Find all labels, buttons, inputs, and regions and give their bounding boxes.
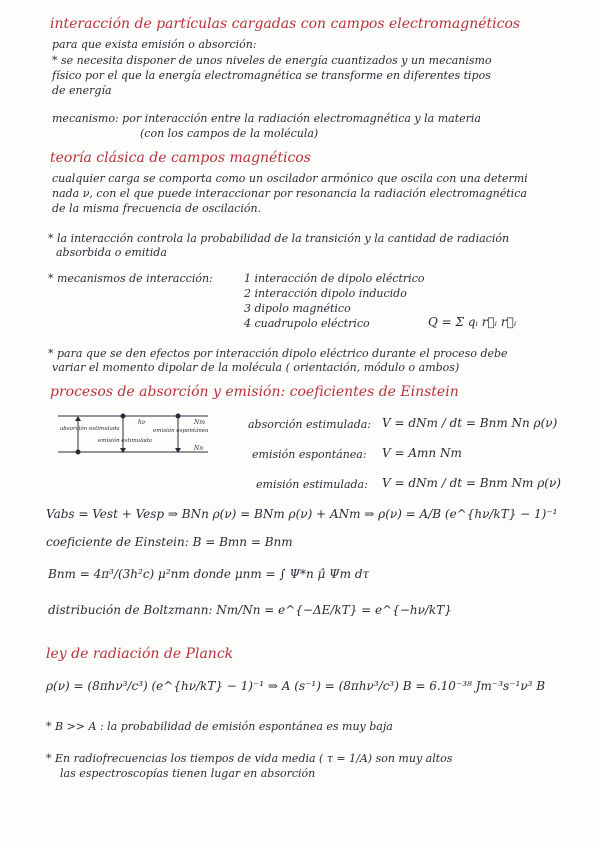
intro-text: para que exista emisión o absorción:	[52, 38, 257, 51]
rf-note-2: las espectroscopías tienen lugar en absorción	[60, 767, 316, 780]
diagram-emision-esp-label: emisión espontánea	[153, 428, 209, 434]
mecanismo-item: 1 interacción de dipolo eléctrico	[244, 272, 425, 285]
esp-label: emisión espontánea:	[252, 448, 367, 461]
esp-eq: V = Amn Nm	[382, 446, 462, 460]
interaccion-1: * la interacción controla la probabilidad de la transición y la cantidad de radiación	[48, 232, 510, 245]
diagram-nm-label: Nm	[194, 419, 205, 426]
diagram-absorcion-label: absorción estimulada	[60, 426, 120, 432]
efectos-2: variar el momento dipolar de la molécula ( orientación, módulo o ambos)	[52, 361, 460, 374]
bullet-niveles-2: físico por el que la energía electromagnética se transforme en diferentes tipos	[52, 69, 491, 82]
title-planck: ley de radiación de Planck	[46, 646, 234, 662]
est-label: emisión estimulada:	[256, 478, 368, 491]
energy-level-diagram	[58, 412, 218, 457]
diagram-hv-label: hν	[138, 419, 146, 426]
title-procesos: procesos de absorción y emisión: coeficientes de Einstein	[50, 384, 459, 400]
balance-eq: Vabs = Vest + Vesp ⇒ BNn ρ(ν) = BNm ρ(ν) + ANm ⇒ ρ(ν) = A/B (e^{hν/kT} − 1)⁻¹	[46, 507, 558, 521]
bnm-eq: Bnm = 4π³/(3h²c) μ²nm donde μnm = ∫ Ψ*n μ̂ Ψm dτ	[48, 567, 370, 581]
mecanismo-2: (con los campos de la molécula)	[140, 127, 319, 140]
coef-eq: coeficiente de Einstein: B = Bmn = Bnm	[46, 535, 293, 549]
mecanismo-item: 3 dipolo magnético	[244, 302, 351, 315]
mecanismo-item: 2 interacción dipolo inducido	[244, 287, 407, 300]
abs-label: absorción estimulada:	[248, 418, 371, 431]
efectos-1: * para que se den efectos por interacción dipolo eléctrico durante el proceso debe	[48, 347, 508, 360]
est-eq: V = dNm / dt = Bnm Nm ρ(ν)	[382, 476, 561, 490]
ba-note: * B >> A : la probabilidad de emisión espontánea es muy baja	[46, 720, 393, 733]
mecanismo-item: 4 cuadrupolo eléctrico	[244, 317, 370, 330]
diagram-nn-label: Nn	[194, 445, 204, 452]
bullet-niveles-1: * se necesita disponer de unos niveles de energía cuantizados y un mecanismo	[52, 54, 492, 67]
title-teoria: teoría clásica de campos magnéticos	[50, 150, 311, 166]
teoria-2: nada ν, con el que puede interaccionar por resonancia la radiación electromagnética	[52, 187, 527, 200]
rf-note-1: * En radiofrecuencias los tiempos de vida media ( τ = 1/A) son muy altos	[46, 752, 453, 765]
mecanismo-1: mecanismo: por interacción entre la radiación electromagnética y la materia	[52, 112, 481, 125]
teoria-1: cualquier carga se comporta como un oscilador armónico que oscila con una determi	[52, 172, 528, 185]
title-interaccion: interacción de partículas cargadas con campos electromagnéticos	[50, 16, 521, 32]
boltzmann-eq: distribución de Boltzmann: Nm/Nn = e^{−ΔE/kT} = e^{−hν/kT}	[48, 603, 452, 617]
diagram-emision-est-label: emisión estimulada	[98, 438, 153, 444]
bullet-niveles-3: de energía	[52, 84, 112, 97]
mecanismos-label: * mecanismos de interacción:	[48, 272, 213, 285]
abs-eq: V = dNm / dt = Bnm Nn ρ(ν)	[382, 416, 558, 430]
planck-eq: ρ(ν) = (8πhν³/c³) (e^{hν/kT} − 1)⁻¹ ⇒ A (s⁻¹) = (8πhν³/c³) B = 6.10⁻³⁸ Jm⁻³s⁻¹ν³ B	[46, 679, 546, 693]
cuadrupolo-formula: Q = Σ qᵢ r⃗ᵢ r⃗ᵢ	[428, 315, 517, 329]
teoria-3: de la misma frecuencia de oscilación.	[52, 202, 262, 215]
interaccion-2: absorbida o emitida	[56, 246, 167, 259]
